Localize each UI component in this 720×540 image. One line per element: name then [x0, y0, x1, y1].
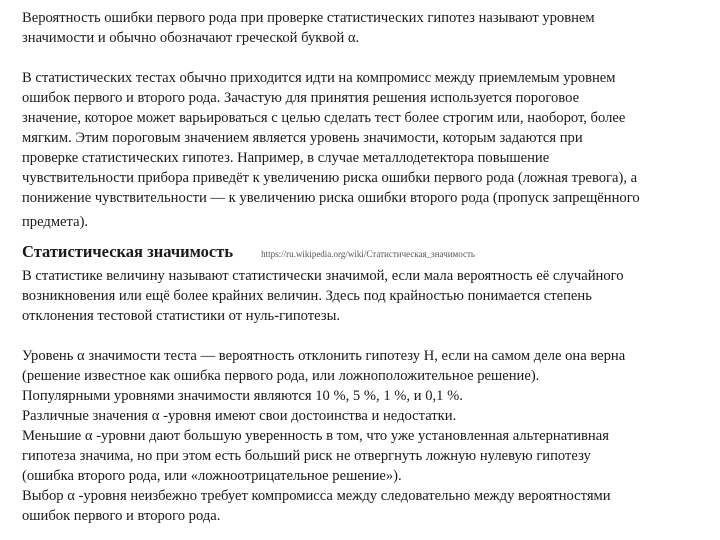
text-line: проверке статистических гипотез. Например, в случае металлодетектора повышение	[22, 150, 550, 166]
text-line: отклонения тестовой статистики от нуль-гипотезы.	[22, 308, 341, 324]
text-line: В статистике величину называют статистически значимой, если мала вероятность её случайного	[22, 268, 624, 284]
text-line: Различные значения α -уровня имеют свои достоинства и недостатки.	[22, 408, 457, 424]
text-line: Вероятность ошибки первого рода при проверке статистических гипотез называют уровнем	[22, 10, 595, 26]
significance-levels-paragraph	[22, 346, 704, 526]
text-line: (ошибка второго рода, или «ложноотрицательное решение»).	[22, 468, 402, 484]
text-line: Выбор α -уровня неизбежно требует компромисса между следовательно между вероятностями	[22, 488, 611, 504]
text-line: Меньшие α -уровни дают большую уверенность в том, что уже установленная альтернативная	[22, 428, 609, 444]
text-line: возникновения или ещё более крайних величин. Здесь под крайностью понимается степень	[22, 288, 592, 304]
text-line: (решение известное как ошибка первого рода, или ложноположительное решение).	[22, 368, 540, 384]
compromise-paragraph	[22, 68, 704, 232]
text-line: значимости и обычно обозначают греческой буквой α.	[22, 30, 360, 46]
paragraph-spacer	[22, 48, 704, 68]
text-line: Популярными уровнями значимости являются 10 %, 5 %, 1 %, и 0,1 %.	[22, 388, 463, 404]
source-url: https://ru.wikipedia.org/wiki/Статистическая_значимость	[261, 249, 475, 259]
text-line: ошибок первого и второго рода. Зачастую для принятия решения используется пороговое	[22, 90, 580, 106]
definition-paragraph	[22, 266, 704, 326]
text-line: Уровень α значимости теста — вероятность отклонить гипотезу H, если на самом деле она верна	[22, 348, 626, 364]
intro-paragraph	[22, 8, 704, 48]
text-line: В статистических тестах обычно приходится идти на компромисс между приемлемым уровнем	[22, 70, 616, 86]
text-line: значение, которое может варьироваться с целью сделать тест более строгим или, наоборот, более	[22, 110, 626, 126]
text-line: ошибок первого и второго рода.	[22, 508, 221, 524]
section-heading: Статистическая значимость	[22, 242, 234, 261]
text-line: чувствительности прибора приведёт к увеличению риска ошибки первого рода (ложная тревога), а	[22, 170, 638, 186]
text-line: гипотеза значима, но при этом есть больший риск не отвергнуть ложную нулевую гипотезу	[22, 448, 591, 464]
text-line: предмета).	[22, 214, 89, 230]
text-line: мягким. Этим пороговым значением является уровень значимости, которым задаются при	[22, 130, 583, 146]
paragraph-spacer	[22, 326, 704, 346]
text-line: понижение чувствительности — к увеличению риска ошибки второго рода (пропуск запрещённого	[22, 190, 640, 206]
